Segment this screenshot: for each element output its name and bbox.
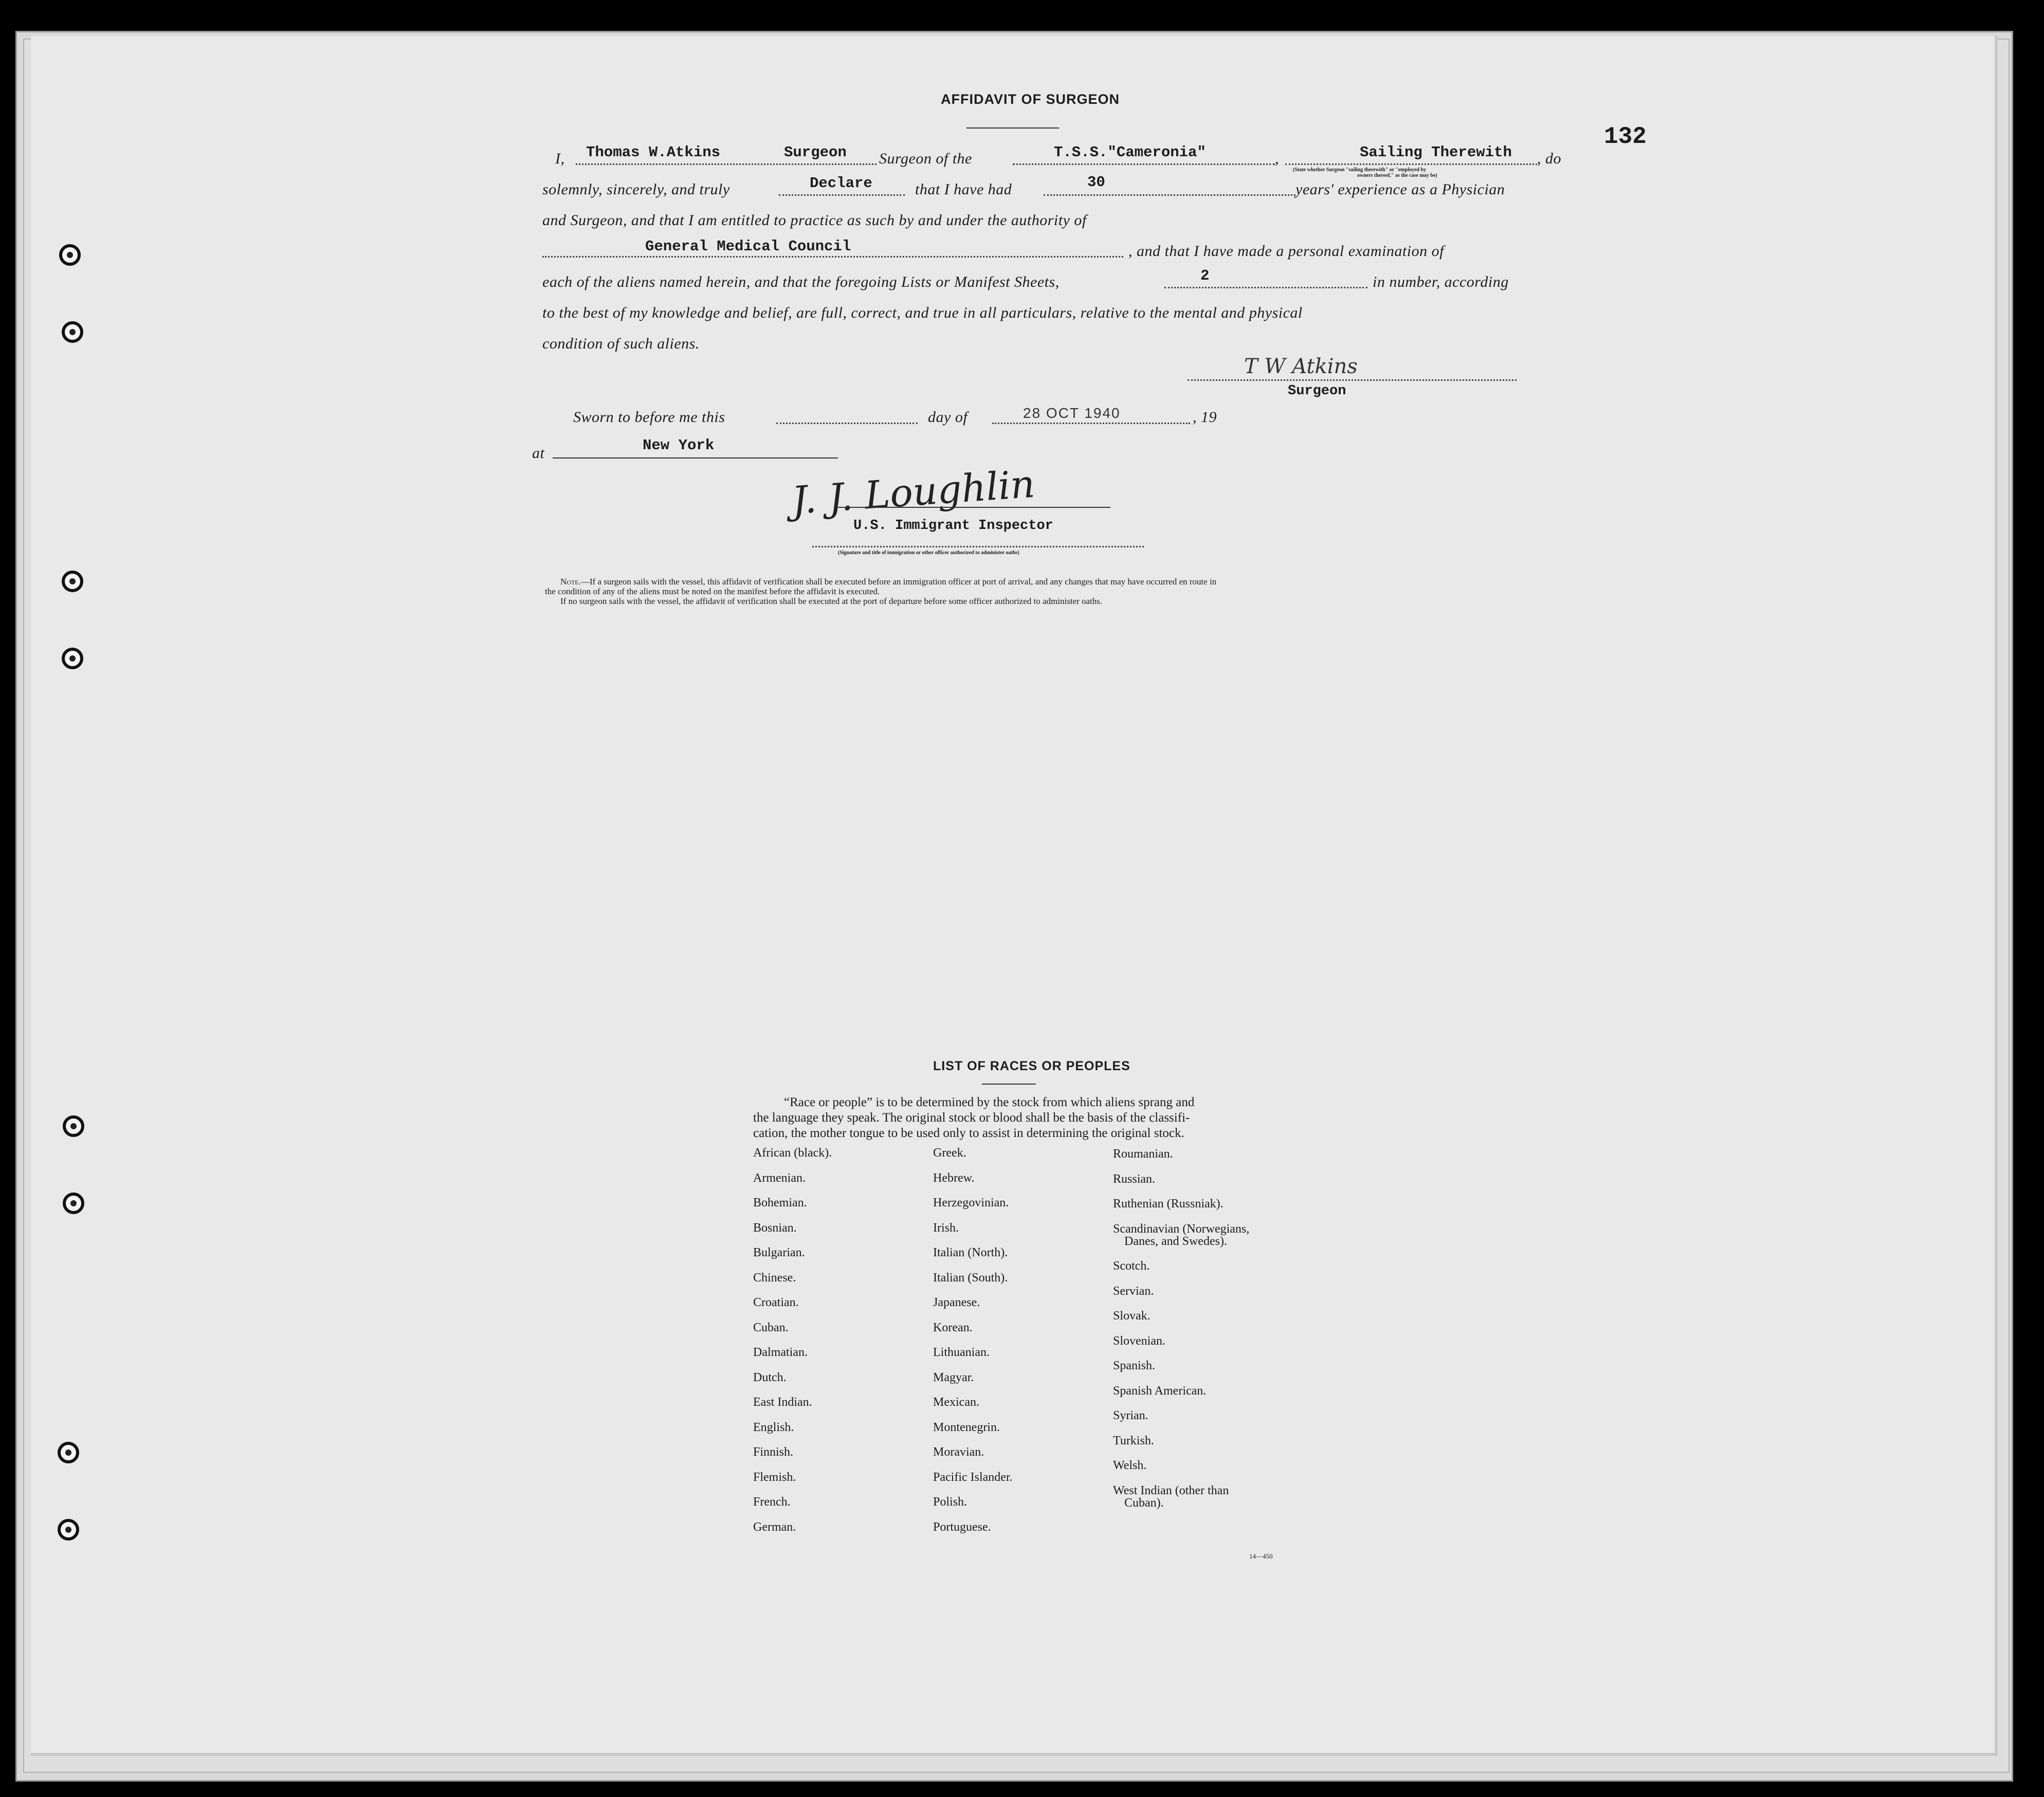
declare-value: Declare [810, 175, 872, 192]
race-item: Polish. [933, 1495, 968, 1509]
race-item: Irish. [933, 1221, 959, 1235]
sworn-place: New York [643, 437, 715, 454]
race-item: Servian. [1113, 1284, 1154, 1298]
race-item: West Indian (other than [1113, 1483, 1229, 1497]
race-item: Danes, and Swedes). [1124, 1234, 1227, 1248]
race-item: German. [753, 1520, 796, 1534]
line3: and Surgeon, and that I am entitled to practice as such by and under the authority of [542, 212, 1087, 229]
race-item: Japanese. [933, 1296, 980, 1309]
vessel-name: T.S.S."Cameronia" [1054, 144, 1206, 161]
race-item: Hebrew. [933, 1171, 975, 1185]
line1-prefix: I, [555, 150, 565, 167]
dotted-line [1188, 379, 1517, 381]
line7: condition of such aliens. [542, 335, 700, 352]
line2-mid: that I have had [915, 181, 1012, 198]
sworn-suffix: , 19 [1193, 409, 1217, 426]
surgeon-name: Thomas W.Atkins [586, 144, 721, 161]
race-item: English. [753, 1420, 794, 1434]
surgeon-signature-title: Surgeon [1288, 383, 1346, 399]
races-title-underline [982, 1084, 1036, 1085]
race-item: Mexican. [933, 1396, 979, 1409]
years-experience: 30 [1087, 174, 1105, 191]
race-item: Roumanian. [1113, 1147, 1173, 1161]
note-text-1: —If a surgeon sails with the vessel, this affidavit of verification shall be executed before an immigration officer at port of arrival, and any changes that may have occurred en route in [580, 577, 1217, 586]
line2-suffix: years' experience as a Physician [1295, 181, 1505, 198]
race-item: Croatian. [753, 1296, 799, 1309]
dotted-line [1164, 287, 1367, 288]
race-item: Spanish. [1113, 1359, 1156, 1372]
race-item: Slovenian. [1113, 1334, 1165, 1348]
inspector-signature: J. J. Loughlin [790, 462, 1036, 523]
dotted-line [1285, 163, 1537, 165]
line1-suffix: , do [1537, 150, 1561, 167]
race-item: East Indian. [753, 1396, 812, 1409]
dotted-line [992, 423, 1190, 424]
race-item: French. [753, 1495, 791, 1509]
punch-hole-icon [59, 244, 81, 266]
race-item: Welsh. [1113, 1459, 1147, 1472]
race-item: Dalmatian. [753, 1346, 808, 1359]
race-item: Turkish. [1113, 1434, 1154, 1447]
note-line-2: the condition of any of the aliens must be noted on the manifest before the affidavit is executed. [545, 586, 880, 596]
inspector-caption: (Signature and title of immigration or other officer authorized to administer oaths) [838, 550, 1019, 556]
dotted-line [779, 194, 905, 196]
form-number: 14—450 [1249, 1552, 1273, 1560]
race-item: Montenegrin. [933, 1420, 1000, 1434]
race-item: Bosnian. [753, 1221, 797, 1235]
inspector-signature-line [838, 507, 1110, 508]
race-item: Slovak. [1113, 1309, 1151, 1323]
line2-prefix: solemnly, sincerely, and truly [542, 181, 730, 198]
race-item: Herzegovinian. [933, 1196, 1009, 1209]
race-item: Pacific Islander. [933, 1470, 1013, 1484]
race-item: Moravian. [933, 1445, 984, 1459]
race-item: Cuban. [753, 1321, 789, 1334]
race-item: Magyar. [933, 1370, 974, 1384]
punch-hole-icon [62, 321, 83, 343]
line5-suffix: in number, according [1373, 273, 1509, 290]
line1-mid: Surgeon of the [879, 150, 972, 167]
race-item: Armenian. [753, 1171, 806, 1185]
race-item: African (black). [753, 1146, 832, 1160]
race-item: Scotch. [1113, 1259, 1150, 1273]
race-item: Syrian. [1113, 1409, 1148, 1422]
dotted-line [812, 546, 1144, 547]
page-number: 132 [1604, 123, 1647, 150]
race-item: Flemish. [753, 1470, 796, 1484]
at-prefix: at [532, 445, 545, 462]
dotted-line [776, 423, 918, 424]
line1-sep: , [1275, 150, 1279, 167]
races-intro-3: cation, the mother tongue to be used only to assist in determining the original stock. [753, 1126, 1184, 1140]
race-item: Lithuanian. [933, 1346, 990, 1359]
race-item: Greek. [933, 1146, 966, 1160]
surgeon-rank: Surgeon [784, 144, 847, 161]
race-item: Italian (North). [933, 1246, 1008, 1259]
race-item: Korean. [933, 1321, 973, 1334]
dotted-line [1044, 194, 1295, 196]
status-note-1: (State whether Surgeon "sailing therewith" or "employed by [1293, 167, 1427, 173]
punch-hole-icon [58, 1442, 79, 1463]
manifest-sheet-count: 2 [1200, 267, 1210, 284]
title-underline [966, 127, 1059, 129]
race-item: Portuguese. [933, 1520, 991, 1534]
licensing-authority: General Medical Council [645, 238, 851, 255]
race-item: Chinese. [753, 1271, 796, 1285]
race-item: Bohemian. [753, 1196, 807, 1209]
dotted-line [1013, 163, 1275, 165]
punch-hole-icon [62, 648, 83, 669]
race-item: Scandinavian (Norwegians, [1113, 1222, 1250, 1236]
race-item: Finnish. [753, 1445, 794, 1459]
inspector-title: U.S. Immigrant Inspector [853, 518, 1053, 534]
note-line-1 [560, 577, 1216, 586]
note-lead: Note. [560, 577, 581, 586]
race-item: Russian. [1113, 1172, 1156, 1186]
document-page [31, 36, 1998, 1756]
sworn-prefix: Sworn to before me this [573, 409, 725, 426]
surgeon-signature: T W Atkins [1244, 355, 1358, 378]
punch-hole-icon [63, 1193, 84, 1214]
race-item: Ruthenian (Russniak). [1113, 1197, 1224, 1211]
line4-suffix: , and that I have made a personal examination of [1128, 243, 1444, 260]
race-item: Bulgarian. [753, 1246, 805, 1259]
punch-hole-icon [63, 1115, 84, 1137]
place-underline [553, 457, 838, 459]
races-title: LIST OF RACES OR PEOPLES [933, 1059, 1130, 1073]
surgeon-status: Sailing Therewith [1360, 144, 1512, 161]
line6: to the best of my knowledge and belief, are full, correct, and true in all particulars, relative to the mental and physical [542, 304, 1303, 321]
race-item: Cuban). [1124, 1496, 1164, 1510]
race-item: Dutch. [753, 1370, 787, 1384]
line5-prefix: each of the aliens named herein, and that the foregoing Lists or Manifest Sheets, [542, 273, 1060, 290]
note-line-3: If no surgeon sails with the vessel, the affidavit of verification shall be executed at the port of departure before some officer authorized to administer oaths. [560, 596, 1103, 606]
dotted-line [576, 163, 877, 165]
sworn-mid: day of [928, 409, 968, 426]
date-stamp: 28 OCT 1940 [1023, 405, 1121, 421]
races-intro-1: “Race or people” is to be determined by the stock from which aliens sprang and [784, 1095, 1195, 1109]
affidavit-title: AFFIDAVIT OF SURGEON [941, 91, 1120, 107]
dotted-line [542, 256, 1123, 258]
punch-hole-icon [62, 571, 83, 592]
race-item: Spanish American. [1113, 1384, 1207, 1398]
races-intro-2: the language they speak. The original stock or blood shall be the basis of the classifi- [753, 1111, 1190, 1125]
status-note-2: owners thereof," as the case may be) [1357, 173, 1437, 178]
punch-hole-icon [58, 1519, 79, 1541]
race-item: Italian (South). [933, 1271, 1008, 1285]
